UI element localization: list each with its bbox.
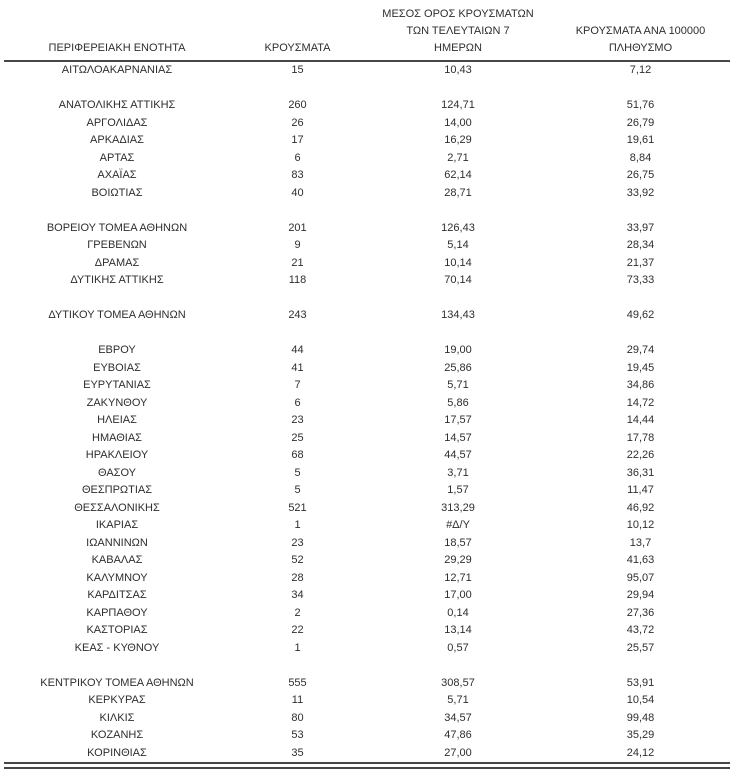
per-100k-cell: 22,26 (626, 449, 655, 461)
avg-7day-cell: 5,14 (447, 239, 469, 251)
region-cell: ΕΥΒΟΙΑΣ (93, 361, 141, 374)
per-100k-cell: 24,12 (626, 746, 655, 759)
region-cell: ΚΕΝΤΡΙΚΟΥ ΤΟΜΕΑ ΑΘΗΝΩΝ (40, 676, 194, 689)
avg-7day-cell: 12,71 (444, 571, 472, 584)
region-cell: ΘΕΣΣΑΛΟΝΙΚΗΣ (74, 501, 160, 514)
table-row (4, 727, 730, 745)
per-100k-cell: 28,34 (626, 239, 655, 251)
per-100k-cell: 19,61 (626, 134, 655, 146)
column-header-line: ΤΩΝ ΤΕΛΕΥΤΑΙΩΝ 7 (406, 25, 510, 37)
per-100k-cell: 34,86 (626, 379, 655, 391)
per-100k-cell: 26,79 (626, 116, 655, 129)
per-100k-cell: 14,72 (626, 396, 655, 409)
cases-cell: 26 (291, 116, 304, 129)
per-100k-cell: 10,54 (626, 694, 655, 706)
region-cell: ΓΡΕΒΕΝΩΝ (87, 239, 147, 251)
table-row (4, 640, 730, 658)
table-row (4, 622, 730, 640)
table-row (4, 272, 730, 290)
avg-7day-cell: 18,57 (444, 536, 472, 549)
region-cell: ΑΡΓΟΛΙΔΑΣ (86, 116, 148, 129)
per-100k-cell: 36,31 (626, 466, 655, 479)
per-100k-cell: 27,36 (626, 606, 655, 619)
avg-7day-cell: 14,57 (444, 431, 472, 444)
table-row (4, 377, 730, 395)
region-cell: ΒΟΡΕΙΟΥ ΤΟΜΕΑ ΑΘΗΝΩΝ (46, 221, 188, 234)
avg-7day-cell: 29,29 (444, 554, 472, 566)
cases-cell: 5 (294, 484, 301, 496)
spacer-cell (4, 657, 730, 675)
region-cell: ΚΟΡΙΝΘΙΑΣ (87, 746, 147, 759)
avg-7day-cell: 5,71 (447, 379, 469, 391)
cases-cell: 15 (291, 64, 304, 76)
cases-cell: 21 (291, 256, 304, 269)
cases-cell: 22 (291, 624, 304, 636)
avg-7day-cell: 5,71 (447, 694, 469, 706)
avg-7day-cell: 27,00 (444, 746, 472, 759)
region-cell: ΗΛΕΙΑΣ (97, 414, 137, 426)
region-cell: ΚΑΣΤΟΡΙΑΣ (86, 624, 148, 636)
cases-cell: 9 (294, 239, 301, 251)
group-spacer-row (4, 202, 730, 220)
table-row (4, 61, 730, 80)
region-cell: ΔΥΤΙΚΗΣ ΑΤΤΙΚΗΣ (70, 274, 164, 286)
region-cell: ΙΩΑΝΝΙΝΩΝ (86, 536, 148, 549)
region-cell: ΚΑΛΥΜΝΟΥ (86, 571, 148, 584)
cases-cell: 243 (288, 309, 307, 321)
per-100k-cell: 35,29 (626, 729, 655, 741)
group-spacer-row (4, 325, 730, 343)
table-row (4, 605, 730, 623)
per-100k-cell: 19,45 (626, 361, 655, 374)
table-row (4, 447, 730, 465)
column-header-avg-7day (365, 6, 551, 61)
per-100k-cell: 17,78 (626, 431, 655, 444)
avg-7day-cell: 28,71 (444, 186, 472, 199)
avg-7day-cell: 17,57 (444, 414, 472, 426)
column-header-line: ΜΕΣΟΣ ΟΡΟΣ ΚΡΟΥΣΜΑΤΩΝ (382, 8, 534, 20)
cases-cell: 23 (291, 414, 304, 426)
table-row (4, 132, 730, 150)
cases-cell: 25 (291, 431, 304, 444)
per-100k-cell: 43,72 (626, 624, 655, 636)
cases-cell: 52 (291, 554, 304, 566)
avg-7day-cell: 0,14 (447, 606, 469, 619)
cases-cell: 53 (291, 729, 304, 741)
group-spacer-row (4, 290, 730, 308)
per-100k-cell: 8,84 (629, 151, 652, 164)
avg-7day-cell: 2,71 (447, 151, 469, 164)
region-cell: ΚΑΡΔΙΤΣΑΣ (87, 589, 147, 601)
region-cell: ΔΡΑΜΑΣ (94, 256, 140, 269)
cases-cell: 521 (288, 501, 307, 514)
cases-cell: 41 (291, 361, 304, 374)
column-header-region (4, 6, 230, 61)
avg-7day-cell: 14,00 (444, 116, 472, 129)
column-header-per-100k (551, 6, 730, 61)
avg-7day-cell: 134,43 (441, 309, 475, 321)
avg-7day-cell: 10,14 (444, 256, 472, 269)
cases-cell: 118 (288, 274, 307, 286)
column-header-line: ΗΜΕΡΩΝ (434, 42, 482, 54)
cases-cell: 6 (294, 151, 301, 164)
avg-7day-cell: 10,43 (444, 64, 472, 76)
region-cell: ΑΧΑΪΑΣ (97, 169, 137, 181)
avg-7day-cell: 16,29 (444, 134, 472, 146)
column-header-line: ΚΡΟΥΣΜΑΤΑ (264, 42, 331, 54)
table-row (4, 97, 730, 115)
cases-cell: 201 (288, 221, 307, 234)
region-cell: ΘΕΣΠΡΩΤΙΑΣ (81, 484, 153, 496)
table-row (4, 500, 730, 518)
header-row (4, 6, 730, 61)
avg-7day-cell: 70,14 (444, 274, 472, 286)
per-100k-cell: 25,57 (626, 641, 655, 654)
cases-cell: 260 (288, 99, 307, 111)
cases-cell: 83 (291, 169, 304, 181)
per-100k-cell: 7,12 (629, 64, 652, 76)
cases-cell: 35 (291, 746, 304, 759)
cases-cell: 80 (291, 711, 304, 724)
per-100k-cell: 51,76 (626, 99, 655, 111)
cases-cell: 1 (294, 641, 301, 654)
table-row (4, 115, 730, 133)
per-100k-cell: 99,48 (626, 711, 655, 724)
region-cell: ΗΡΑΚΛΕΙΟΥ (85, 449, 149, 461)
avg-7day-cell: 1,57 (447, 484, 469, 496)
region-cell: ΒΟΙΩΤΙΑΣ (91, 186, 143, 199)
region-cell: ΚΕΑΣ - ΚΥΘΝΟΥ (74, 641, 160, 654)
table-row (4, 517, 730, 535)
column-header-line: ΚΡΟΥΣΜΑΤΑ ΑΝΑ 100000 (575, 25, 706, 37)
per-100k-cell: 29,94 (626, 589, 655, 601)
table-row (4, 395, 730, 413)
cases-cell: 555 (288, 676, 307, 689)
table-body (4, 61, 730, 766)
per-100k-cell: 41,63 (626, 554, 655, 566)
region-cell: ΚΑΡΠΑΘΟΥ (86, 606, 148, 619)
region-cell: ΖΑΚΥΝΘΟΥ (86, 396, 148, 409)
per-100k-cell: 21,37 (626, 256, 655, 269)
cases-cell: 44 (291, 344, 304, 356)
region-cell: ΚΟΖΑΝΗΣ (90, 729, 144, 741)
table-row (4, 255, 730, 273)
spacer-cell (4, 290, 730, 308)
cases-cell: 11 (291, 694, 304, 706)
table-row (4, 745, 730, 766)
group-spacer-row (4, 657, 730, 675)
avg-7day-cell: 313,29 (441, 501, 475, 514)
cases-cell: 1 (294, 519, 301, 531)
per-100k-cell: 49,62 (626, 309, 655, 321)
table-row (4, 535, 730, 553)
table-header (4, 6, 730, 61)
region-cell: ΑΝΑΤΟΛΙΚΗΣ ΑΤΤΙΚΗΣ (58, 99, 176, 111)
avg-7day-cell: 34,57 (444, 711, 472, 724)
avg-7day-cell: 47,86 (444, 729, 472, 741)
avg-7day-cell: 5,86 (447, 396, 469, 409)
cases-cell: 2 (294, 606, 301, 619)
column-header-cases (230, 6, 365, 61)
column-header-line: ΠΕΡΙΦΕΡΕΙΑΚΗ ΕΝΟΤΗΤΑ (48, 42, 186, 54)
region-cell: ΕΥΡΥΤΑΝΙΑΣ (83, 379, 151, 391)
table-row (4, 167, 730, 185)
spacer-cell (4, 202, 730, 220)
table-row (4, 412, 730, 430)
avg-7day-cell: 44,57 (444, 449, 472, 461)
table-row (4, 710, 730, 728)
table-row (4, 220, 730, 238)
avg-7day-cell: 13,14 (444, 624, 472, 636)
table-row (4, 150, 730, 168)
spacer-cell (4, 325, 730, 343)
per-100k-cell: 95,07 (626, 571, 655, 584)
table-row (4, 692, 730, 710)
cases-cell: 7 (294, 379, 301, 391)
table-row (4, 237, 730, 255)
region-cell: ΙΚΑΡΙΑΣ (95, 519, 139, 531)
table-row (4, 430, 730, 448)
table-row (4, 465, 730, 483)
per-100k-cell: 33,97 (626, 221, 655, 234)
region-cell: ΘΑΣΟΥ (97, 466, 137, 479)
spacer-cell (4, 80, 730, 98)
avg-7day-cell: #Δ/Υ (446, 519, 470, 531)
per-100k-cell: 46,92 (626, 501, 655, 514)
column-header-line: ΠΛΗΘΥΣΜΟ (608, 42, 673, 54)
cases-cell: 5 (294, 466, 301, 479)
group-spacer-row (4, 80, 730, 98)
region-cell: ΚΕΡΚΥΡΑΣ (88, 694, 146, 706)
region-cell: ΚΙΛΚΙΣ (99, 711, 135, 724)
region-cell: ΑΙΤΩΛΟΑΚΑΡΝΑΝΙΑΣ (61, 64, 173, 76)
table-row (4, 587, 730, 605)
avg-7day-cell: 25,86 (444, 361, 472, 374)
table-row (4, 360, 730, 378)
cases-cell: 68 (291, 449, 304, 461)
table-row (4, 307, 730, 325)
table-row (4, 482, 730, 500)
per-100k-cell: 10,12 (626, 519, 655, 531)
per-100k-cell: 29,74 (626, 344, 655, 356)
per-100k-cell: 13,7 (629, 536, 652, 549)
table-row (4, 570, 730, 588)
avg-7day-cell: 62,14 (444, 169, 472, 181)
cases-cell: 23 (291, 536, 304, 549)
avg-7day-cell: 124,71 (441, 99, 475, 111)
region-cell: ΑΡΚΑΔΙΑΣ (90, 134, 144, 146)
region-cell: ΔΥΤΙΚΟΥ ΤΟΜΕΑ ΑΘΗΝΩΝ (48, 309, 186, 321)
table-row (4, 675, 730, 693)
per-100k-cell: 26,75 (626, 169, 655, 181)
cases-cell: 17 (291, 134, 304, 146)
per-100k-cell: 14,44 (626, 414, 655, 426)
table-row (4, 552, 730, 570)
per-100k-cell: 11,47 (627, 484, 654, 496)
table-row (4, 185, 730, 203)
avg-7day-cell: 308,57 (441, 676, 475, 689)
cases-cell: 40 (291, 186, 304, 199)
region-cell: ΕΒΡΟΥ (98, 344, 136, 356)
per-100k-cell: 53,91 (626, 676, 655, 689)
per-100k-cell: 33,92 (626, 186, 655, 199)
avg-7day-cell: 19,00 (444, 344, 472, 356)
regional-cases-table (4, 6, 730, 769)
region-cell: ΑΡΤΑΣ (99, 151, 135, 164)
region-cell: ΚΑΒΑΛΑΣ (91, 554, 143, 566)
avg-7day-cell: 126,43 (441, 221, 475, 234)
cases-cell: 34 (291, 589, 304, 601)
per-100k-cell: 73,33 (626, 274, 655, 286)
cases-cell: 6 (294, 396, 301, 409)
cases-cell: 28 (291, 571, 304, 584)
avg-7day-cell: 0,57 (447, 641, 469, 654)
table-row (4, 342, 730, 360)
region-cell: ΗΜΑΘΙΑΣ (92, 431, 142, 444)
avg-7day-cell: 17,00 (444, 589, 472, 601)
avg-7day-cell: 3,71 (447, 466, 469, 479)
